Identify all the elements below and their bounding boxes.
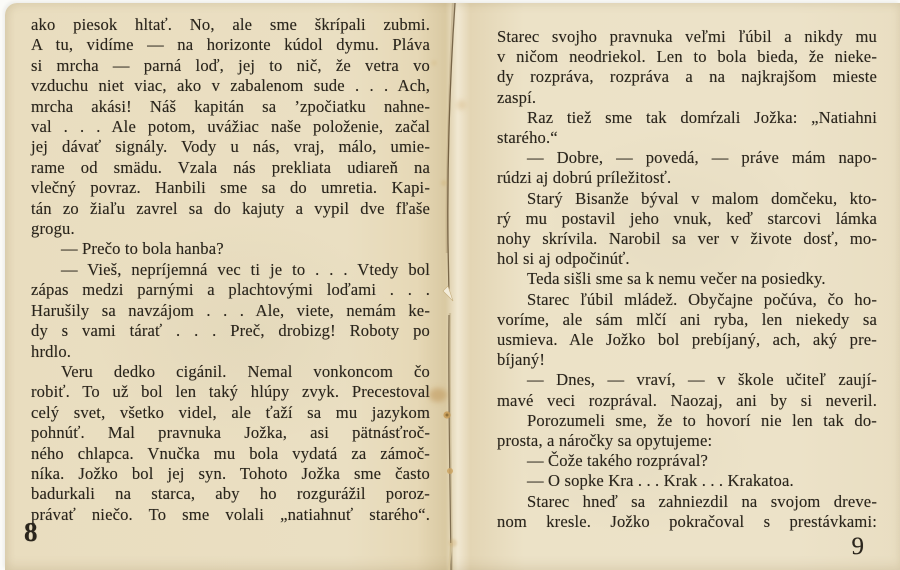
text-line: bíjaný!: [497, 350, 546, 370]
text-line: nom kresle. Jožko pokračoval s prestávkami:: [497, 511, 877, 531]
text-line: — Čože takého rozprával?: [527, 451, 708, 471]
text-line: v ničom neodriekol. Len to bola bieda, že nieke-: [497, 47, 877, 67]
text-line: robiť. To už bol len taký hlúpy zvyk. Precestoval: [31, 382, 430, 402]
text-line: Starec hneď sa zahniezdil na svojom dreve-: [527, 491, 877, 511]
text-line: starého.“: [497, 128, 558, 148]
text-line: grogu.: [31, 219, 75, 239]
text-line: dy s vami tárať . . . Preč, drobizg! Roboty po: [31, 321, 430, 341]
text-line: rý mu postavil jeho vnuk, keď starcovi lámka: [497, 208, 877, 228]
text-line: vzduchu niet viac, ako v zabalenom sude . . . Ach,: [31, 76, 430, 96]
page-right-text-column: [497, 27, 877, 532]
text-line: — O sopke Kra . . . Krak . . . Krakatoa.: [527, 471, 794, 491]
text-line: rame od smädu. Vzala nás prekliata udiareň na: [31, 157, 430, 177]
text-line: — Dobre, — povedá, — práve mám napo-: [527, 148, 877, 168]
text-line: hol si aj odpočinúť.: [497, 249, 630, 269]
text-line: si mrcha — parná loď, jej to nič, že vetra vo: [31, 55, 430, 75]
text-line: Raz tiež sme tak domŕzali Jožka: „Natiahni: [527, 107, 877, 127]
text-line: Porozumeli sme, že to hovorí nie len tak do-: [527, 410, 877, 430]
text-line: ného chlapca. Vnučka mu bola vydatá za zámoč-: [31, 443, 430, 463]
text-line: voríme, ale sám mlčí ani ryba, len niekedy sa: [497, 309, 877, 329]
text-line: vlečný povraz. Hanbili sme sa do umretia. Kapi-: [31, 178, 430, 198]
text-line: prosta, a náročky sa opytujeme:: [497, 431, 713, 451]
text-line: mrcha akási! Náš kapitán sa ’zpočiatku nahne-: [31, 96, 430, 116]
text-line: ako piesok hltať. No, ale sme škrípali zubmi.: [31, 15, 430, 34]
text-line: právať niečo. To sme volali „natiahnuť starého“.: [31, 504, 430, 524]
text-line: jej dávať signály. Vody u nás, vraj, málo, umie-: [31, 137, 430, 157]
text-line: dy rozpráva, rozpráva a na najkrajšom mieste: [497, 67, 877, 87]
page-number-right: 9: [851, 533, 864, 560]
text-line: pohnúť. Mal pravnuka Jožka, asi pätnásťroč-: [31, 423, 430, 443]
text-line: usmieva. Ale Jožko bol prebíjaný, ach, aký pre-: [497, 330, 877, 350]
page-number-left: 8: [24, 517, 38, 547]
text-line: — Prečo to bola hanba?: [61, 239, 224, 259]
text-line: — Vieš, nepríjemná vec ti je to . . . Vtedy bol: [61, 259, 430, 279]
page-left-text-column: [31, 15, 430, 525]
text-line: Harušily sa navzájom . . . Ale, viete, nemám ke-: [31, 300, 430, 320]
text-line: mavé veci rozprával. Naozaj, ani by si neveril.: [497, 390, 877, 410]
text-line: Starec svojho pravnuka veľmi ľúbil a nikdy mu: [497, 27, 877, 46]
text-line: zápas medzi parnými a plachtovými loďami . . .: [31, 280, 430, 300]
page-left: [5, 3, 449, 570]
text-line: A tu, vidíme — na horizonte kúdol dymu. Pláva: [31, 35, 430, 55]
text-line: val . . . Ale potom, uvážiac naše položenie, začal: [31, 117, 430, 137]
text-line: níka. Jožko bol jej syn. Tohoto Jožka sme často: [31, 463, 430, 483]
text-line: Starec ľúbil mládež. Obyčajne počúva, čo ho-: [527, 289, 877, 309]
book-spread: [5, 3, 900, 570]
text-line: nohy skrívila. Narobil sa ver v živote dosť, mo-: [497, 229, 877, 249]
text-line: rúdzi aj dobrú príležitosť.: [497, 168, 672, 188]
text-line: badurkali na starca, aby ho rozgurážil poroz-: [31, 484, 430, 504]
text-line: celý svet, všetko videl, ale ťaží sa mu jazykom: [31, 402, 430, 422]
text-line: Teda sišli sme sa k nemu večer na posiedky.: [527, 269, 826, 289]
text-line: tán zo žiaľu zavrel sa do kajuty a vypil dve fľaše: [31, 198, 430, 218]
text-line: — Dnes, — vraví, — v škole učiteľ zaují-: [527, 370, 877, 390]
page-right: [449, 3, 900, 570]
text-line: hrdlo.: [31, 341, 72, 361]
text-line: zaspí.: [497, 87, 537, 107]
text-line: Starý Bisanže býval v malom domčeku, kto-: [527, 188, 877, 208]
text-line: Veru dedko cigánil. Nemal vonkoncom čo: [61, 361, 430, 381]
